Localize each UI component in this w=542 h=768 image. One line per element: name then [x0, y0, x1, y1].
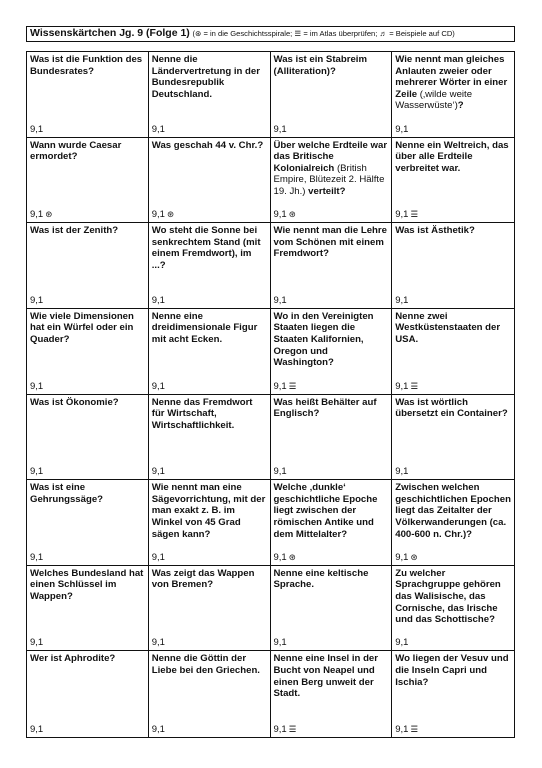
card-number: 9,1 — [151, 637, 165, 649]
question-text — [274, 225, 389, 260]
card-footer — [30, 552, 43, 563]
question-card — [27, 566, 149, 652]
question-text — [152, 311, 267, 346]
question-card — [392, 223, 514, 309]
card-number: 9,1 — [395, 294, 409, 306]
card-number: 9,1 — [151, 123, 165, 135]
question-card — [271, 480, 393, 566]
card-number: 9,1 — [30, 123, 44, 135]
question-card — [392, 395, 514, 481]
card-footer — [395, 637, 408, 648]
question-card — [392, 651, 514, 737]
question-text — [274, 482, 389, 540]
question-card — [271, 651, 393, 737]
card-footer — [274, 295, 287, 306]
history-spiral-icon: ⊛ — [410, 551, 418, 562]
question-card — [149, 480, 271, 566]
question-card — [392, 52, 514, 138]
question-text-part: Nenne das Fremdwort für Wirtschaft, Wirtschaftlichkeit. — [151, 396, 253, 431]
card-number: 9,1 — [151, 294, 165, 306]
card-footer — [152, 295, 165, 306]
question-text-part: Über welche Erdteile war das Britische Kolonialreich — [273, 139, 388, 174]
question-text-part: Was ist Ökonomie? — [30, 396, 119, 408]
card-footer — [30, 209, 52, 220]
question-text — [395, 397, 511, 420]
question-text-part: Wo steht die Sonne bei senkrechtem Stand (mit einem Fremdwort), im ...? — [151, 225, 261, 272]
question-text — [152, 568, 267, 591]
question-text — [395, 568, 511, 626]
card-number: 9,1 — [273, 294, 287, 306]
question-card — [149, 223, 271, 309]
card-footer — [395, 295, 408, 306]
card-footer — [395, 552, 417, 563]
question-card — [392, 138, 514, 224]
question-text — [395, 653, 511, 688]
question-card — [149, 52, 271, 138]
question-card — [392, 566, 514, 652]
question-text-part: Was zeigt das Wappen von Bremen? — [151, 567, 255, 591]
question-text — [152, 140, 267, 152]
card-number: 9,1 — [273, 209, 287, 221]
question-text-part: verteilt? — [305, 186, 346, 197]
question-card — [271, 309, 393, 395]
card-footer — [395, 124, 408, 135]
question-card — [27, 651, 149, 737]
card-footer — [274, 637, 287, 648]
card-number: 9,1 — [273, 637, 287, 649]
atlas-icon: ☰ — [288, 380, 297, 391]
question-text — [30, 568, 145, 603]
question-text — [152, 397, 267, 432]
worksheet-title: Wissenskärtchen Jg. 9 (Folge 1) — [30, 27, 190, 39]
question-text — [395, 140, 511, 175]
question-text-part: (‚wilde weite Wasserwüste‘) — [395, 88, 473, 112]
question-text-part: Was heißt Behälter auf Englisch? — [273, 396, 377, 420]
card-footer — [274, 724, 297, 735]
card-number: 9,1 — [151, 551, 165, 563]
card-number: 9,1 — [30, 380, 44, 392]
card-footer — [30, 724, 43, 735]
question-text — [152, 482, 267, 540]
card-number: 9,1 — [151, 380, 165, 392]
question-card — [271, 566, 393, 652]
question-card — [271, 223, 393, 309]
question-text — [152, 653, 267, 676]
question-text-part: Nenne eine Insel in der Bucht von Neapel und einen Berg unweit der Stadt. — [273, 653, 378, 700]
atlas-icon: ☰ — [410, 209, 419, 220]
question-text — [30, 653, 145, 665]
atlas-icon: ☰ — [288, 724, 297, 734]
question-card — [149, 566, 271, 652]
card-number: 9,1 — [273, 551, 287, 563]
question-card — [27, 480, 149, 566]
question-text-part: Wo liegen der Vesuv und die Inseln Capri und Ischia? — [395, 653, 509, 688]
question-text-part: Was ist wörtlich übersetzt ein Container? — [395, 396, 508, 420]
card-number: 9,1 — [30, 466, 44, 478]
question-text-part: Wie viele Dimensionen hat ein Würfel oder ein Quader? — [30, 310, 134, 346]
question-text-part: Was ist Ästhetik? — [395, 225, 475, 237]
question-text-part: Wie nennt man eine Sägevorrichtung, mit der man exakt z. B. im Winkel von 45 Grad sägen kann? — [151, 482, 266, 540]
question-text — [274, 397, 389, 420]
question-card — [271, 52, 393, 138]
card-number: 9,1 — [273, 466, 287, 478]
card-number: 9,1 — [395, 724, 409, 735]
question-text-part: Nenne zwei Westküstenstaaten der USA. — [395, 310, 501, 346]
question-card — [271, 138, 393, 224]
card-footer — [30, 124, 43, 135]
question-text — [30, 482, 145, 505]
card-footer — [274, 466, 287, 477]
card-footer — [152, 724, 165, 735]
card-footer — [30, 295, 43, 306]
card-number: 9,1 — [30, 551, 44, 563]
question-card — [27, 52, 149, 138]
question-card — [392, 480, 514, 566]
atlas-icon: ☰ — [410, 724, 419, 734]
question-text-part: Zu welcher Sprachgruppe gehören das Walisische, das Cornische, das Irische und das Schottische? — [395, 567, 501, 626]
question-text — [395, 225, 511, 237]
question-text-part: Nenne eine keltische Sprache. — [273, 567, 369, 591]
card-number: 9,1 — [30, 209, 44, 221]
card-number: 9,1 — [273, 380, 287, 392]
question-card — [392, 309, 514, 395]
question-card — [149, 395, 271, 481]
question-text — [274, 140, 389, 198]
card-footer — [152, 637, 165, 648]
card-number: 9,1 — [151, 724, 165, 735]
card-footer — [395, 724, 418, 735]
card-number: 9,1 — [395, 551, 409, 563]
history-spiral-icon: ⊛ — [45, 209, 53, 220]
card-number: 9,1 — [273, 123, 287, 135]
card-number: 9,1 — [151, 466, 165, 478]
card-number: 9,1 — [30, 637, 44, 649]
question-text-part: Wer ist Aphrodite? — [30, 653, 116, 665]
question-text — [30, 225, 145, 237]
question-text-part: Was ist ein Stabreim (Alliteration)? — [273, 54, 367, 77]
question-text — [274, 54, 389, 77]
question-card — [27, 223, 149, 309]
question-card — [149, 138, 271, 224]
card-footer — [30, 637, 43, 648]
question-text — [395, 482, 511, 540]
question-text — [395, 311, 511, 346]
question-text — [395, 54, 511, 112]
question-text-part: Welche ‚dunkle‘ geschichtliche Epoche liegt zwischen der römischen Antike und dem Mittelalter? — [273, 482, 378, 540]
question-card — [27, 309, 149, 395]
card-grid — [26, 51, 515, 738]
card-number: 9,1 — [395, 466, 409, 478]
question-text-part: Nenne ein Weltreich, das über alle Erdteile verbreitet war. — [395, 139, 509, 174]
history-spiral-icon: ⊛ — [166, 209, 175, 220]
card-footer — [274, 552, 296, 563]
question-text-part: ? — [457, 100, 464, 112]
question-text-part: Was geschah 44 v. Chr.? — [151, 139, 264, 151]
question-card — [27, 395, 149, 481]
question-text-part: Nenne die Göttin der Liebe bei den Griechen. — [151, 653, 260, 676]
question-text — [152, 225, 267, 271]
question-text — [152, 54, 267, 100]
question-text-part: Was ist der Zenith? — [30, 225, 119, 237]
card-number: 9,1 — [30, 724, 44, 735]
question-text — [30, 311, 145, 346]
question-text-part: Wo in den Vereinigten Staaten liegen die Staaten Kalifornien, Oregon und Washington? — [273, 310, 374, 369]
icon-legend: (⊛ = in die Geschichtsspirale; ☰ = im Atlas überprüfen; ♬ = Beispiele auf CD) — [192, 29, 455, 38]
question-card — [149, 309, 271, 395]
question-text — [30, 140, 145, 163]
history-spiral-icon: ⊛ — [288, 551, 296, 562]
card-number: 9,1 — [30, 294, 44, 306]
card-footer — [274, 209, 296, 220]
card-footer — [152, 466, 165, 477]
question-text-part: Wie nennt man die Lehre vom Schönen mit einem Fremdwort? — [273, 225, 387, 260]
question-text — [274, 568, 389, 591]
card-footer — [395, 381, 418, 392]
card-footer — [152, 209, 174, 220]
card-number: 9,1 — [395, 637, 409, 649]
card-footer — [30, 466, 43, 477]
question-text-part: Welches Bundesland hat einen Schlüssel im Wappen? — [30, 567, 144, 602]
atlas-icon: ☰ — [410, 380, 419, 391]
card-footer — [152, 552, 165, 563]
question-card — [271, 395, 393, 481]
question-text-part: Wie nennt man gleiches Anlauten zweier oder mehrerer Wörter in einer Zeile — [395, 54, 508, 100]
question-text-part: (British Empire, Blütezeit 2. Hälfte 19. Jh.) — [273, 162, 385, 197]
card-footer — [395, 209, 418, 220]
card-number: 9,1 — [273, 724, 287, 735]
card-number: 9,1 — [395, 123, 409, 135]
question-text-part: Was ist eine Gehrungssäge? — [30, 482, 104, 505]
question-text-part: Was ist die Funktion des Bundesrates? — [30, 54, 143, 77]
question-text — [274, 311, 389, 369]
worksheet-header — [26, 26, 515, 42]
card-number: 9,1 — [395, 209, 409, 221]
card-footer — [30, 381, 43, 392]
question-text-part: Nenne eine dreidimensionale Figur mit acht Ecken. — [151, 310, 258, 346]
question-text — [30, 54, 145, 77]
card-footer — [395, 466, 408, 477]
card-footer — [274, 124, 287, 135]
card-number: 9,1 — [151, 209, 165, 221]
card-number: 9,1 — [395, 380, 409, 392]
card-footer — [274, 381, 297, 392]
question-text-part: Zwischen welchen geschichtlichen Epochen liegt das Zeitalter der Völkerwanderungen (ca. 400-600 n. Chr.)? — [395, 482, 511, 540]
question-text — [30, 397, 145, 409]
question-card — [149, 651, 271, 737]
history-spiral-icon: ⊛ — [288, 209, 296, 220]
card-footer — [152, 124, 165, 135]
question-text — [274, 653, 389, 699]
question-text-part: Nenne die Ländervertretung in der Bundesrepublik Deutschland. — [151, 54, 260, 100]
card-footer — [152, 381, 165, 392]
question-card — [27, 138, 149, 224]
question-text-part: Wann wurde Caesar ermordet? — [30, 139, 122, 163]
